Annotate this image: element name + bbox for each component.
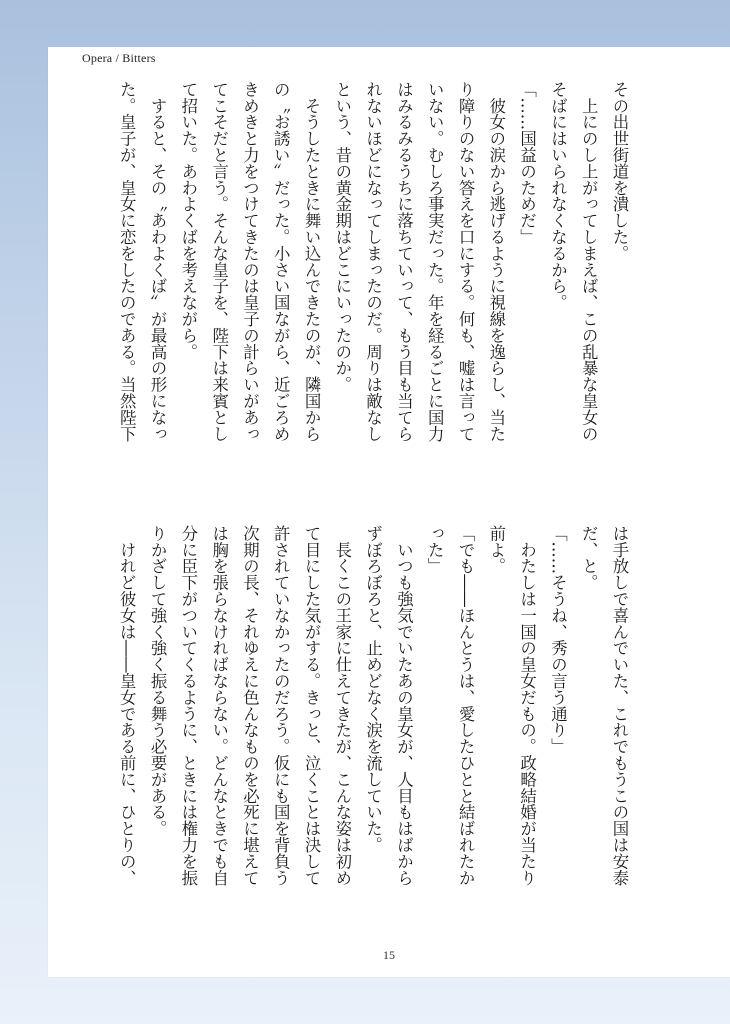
text-line: た。皇子が、皇女に恋をしたのである。当然陛下 — [117, 81, 137, 442]
text-line: は手放しで喜んでいた、これでもうこの国は安泰 — [610, 525, 629, 886]
text-line: すると、その〝あわよくば〟が最高の形になっ — [148, 81, 168, 442]
running-title: Opera / Bitters — [82, 51, 156, 65]
text-line: きめきと力をつけてきたのは皇子の計らいがあっ — [240, 81, 260, 442]
text-line: 上にのし上がってしまえば、この乱暴な皇女の — [579, 81, 599, 442]
text-line: そうしたときに舞い込んできたのが、隣国から — [302, 81, 322, 442]
text-line: わたしは一国の皇女だもの。政略結婚が当たり — [517, 525, 537, 886]
text-line: その出世街道を潰した。 — [610, 81, 629, 262]
text-line: 分に臣下がついてくるように、ときには権力を振 — [178, 525, 198, 886]
text-line: いない。むしろ事実だった。年を経るごとに国力 — [425, 81, 445, 442]
text-line: という、昔の黄金期はどこにいったのか。 — [332, 81, 352, 393]
page-number: 15 — [383, 948, 395, 962]
text-line: そばにはいられなくなるから。 — [548, 81, 568, 311]
text-block-bottom — [62, 525, 634, 925]
text-line: けれど彼女は――皇女である前に、ひとりの、 — [117, 525, 137, 886]
text-line: 「……国益のためだ」 — [517, 81, 537, 245]
text-block-top — [62, 81, 634, 481]
text-line: った」 — [425, 525, 445, 575]
text-line: 前よ。 — [486, 525, 506, 575]
text-line: は胸を張らなければならない。どんなときでも自 — [209, 525, 229, 886]
text-line: てこそだと言う。そんな皇子を、陛下は来賓とし — [209, 81, 229, 442]
text-line: て目にした気がする。きっと、泣くことは決して — [302, 525, 322, 886]
text-line: り障りのない答えを口にする。何も、嘘は言って — [456, 81, 476, 442]
text-line: 長くこの王家に仕えてきたが、こんな姿は初め — [332, 525, 352, 886]
text-line: はみるみるうちに落ちていって、もう目も当てら — [394, 81, 414, 442]
text-line: だ、と。 — [579, 525, 599, 591]
text-line: て招いた。あわよくばを考えながら。 — [178, 81, 198, 360]
text-line: の〝お誘い〟だった。小さい国ながら、近ごろめ — [271, 81, 291, 442]
text-line: 「……そうね、秀の言う通り」 — [548, 525, 568, 755]
text-line: 許されていなかったのだろう。仮にも国を背負う — [271, 525, 291, 886]
text-line: いつも強気でいたあの皇女が、人目もはばから — [394, 525, 414, 886]
text-line: れないほどになってしまったのだ。周りは敵なし — [363, 81, 383, 442]
text-line: 彼女の涙から逃げるように視線を逸らし、当た — [486, 81, 506, 442]
text-line: ずぼろぼろと、止めどなく涙を流していた。 — [363, 525, 383, 853]
book-page — [48, 47, 730, 977]
text-line: 「でも――ほんとうは、愛したひとと結ばれたか — [456, 525, 476, 886]
text-line: りかざして強く強く振る舞う必要がある。 — [148, 525, 168, 837]
text-line: 次期の長、それゆえに色んなものを必死に堪えて — [240, 525, 260, 886]
